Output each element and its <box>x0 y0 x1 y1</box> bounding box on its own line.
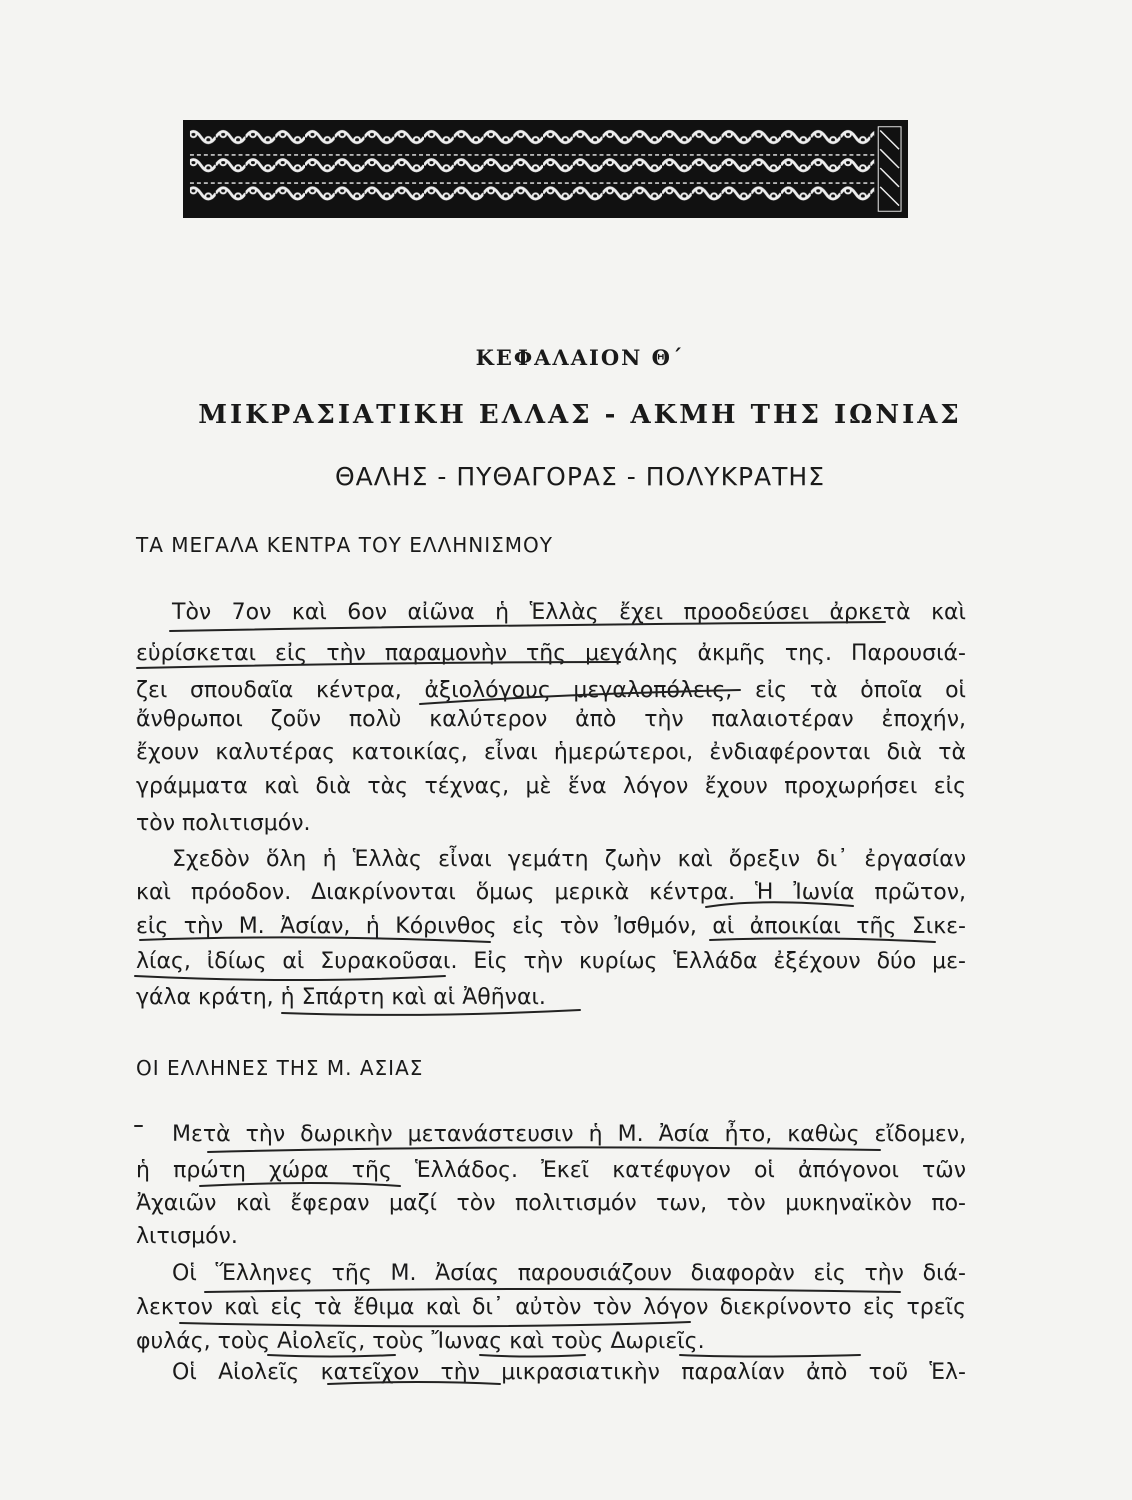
text-line: εὑρίσκεται εἰς τὴν παραμονὴν τῆς μεγάλης ἀκμῆς της. Παρουσιά- <box>136 641 966 666</box>
text-line: Ἀχαιῶν καὶ ἔφεραν μαζί τὸν πολιτισμόν των, τὸν μυκηναϊκὸν πο- <box>136 1191 966 1216</box>
text-line: Τὸν 7ον καὶ 6ον αἰῶνα ἡ Ἑλλὰς ἔχει προοδεύσει ἀρκετὰ καὶ <box>172 600 966 625</box>
text-line: λίας, ἰδίως αἱ Συρακοῦσαι. Εἰς τὴν κυρίως Ἑλλάδα ἐξέχουν δύο με- <box>136 949 966 974</box>
section-heading: ΤΑ ΜΕΓΑΛΑ ΚΕΝΤΡΑ ΤΟΥ ΕΛΛΗΝΙΣΜΟΥ <box>136 533 554 557</box>
chapter-subtitle: ΘΑΛΗΣ - ΠΥΘΑΓΟΡΑΣ - ΠΟΛΥΚΡΑΤΗΣ <box>334 462 826 491</box>
text-line: γάλα κράτη, ἡ Σπάρτη καὶ αἱ Ἀθῆναι. <box>136 985 546 1010</box>
text-line: λιτισμόν. <box>136 1224 238 1249</box>
chapter-label: ΚΕΦΑΛΑΙΟΝ Θ΄ <box>475 345 685 370</box>
text-line: Οἱ Ἕλληνες τῆς Μ. Ἀσίας παρουσιάζουν διαφορὰν εἰς τὴν διά- <box>172 1261 966 1286</box>
text-line: ἔχουν καλυτέρας κατοικίας, εἶναι ἡμερώτεροι, ἐνδιαφέρονται διὰ τὰ <box>136 740 966 765</box>
text-line: ζει σπουδαῖα κέντρα, ἀξιολόγους μεγαλοπόλεις, εἰς τὰ ὁποῖα οἱ <box>136 678 966 703</box>
text-line: εἰς τὴν Μ. Ἀσίαν, ἡ Κόρινθος εἰς τὸν Ἰσθμόν, αἱ ἀποικίαι τῆς Σικε- <box>136 914 966 939</box>
text-line: καὶ πρόοδον. Διακρίνονται ὅμως μερικὰ κέντρα. Ἡ Ἰωνία πρῶτον, <box>136 880 966 905</box>
text-line: φυλάς, τοὺς Αἰολεῖς, τοὺς Ἴωνας καὶ τοὺς Δωριεῖς. <box>136 1329 705 1354</box>
text-line: ἡ πρώτη χώρα τῆς Ἑλλάδος. Ἐκεῖ κατέφυγον οἱ ἀπόγονοι τῶν <box>136 1158 966 1183</box>
wave-pattern-icon <box>186 123 905 215</box>
text-line: λεκτον καὶ εἰς τὰ ἔθιμα καὶ δι᾽ αὐτὸν τὸν λόγον διεκρίνοντο εἰς τρεῖς <box>136 1295 966 1320</box>
text-line: Σχεδὸν ὅλη ἡ Ἑλλὰς εἶναι γεμάτη ζωὴν καὶ ὄρεξιν δι᾽ ἐργασίαν <box>172 847 966 872</box>
decorative-ornament-band <box>183 120 908 218</box>
text-line: γράμματα καὶ διὰ τὰς τέχνας, μὲ ἕνα λόγον ἔχουν προχωρήσει εἰς <box>136 774 966 799</box>
text-line: Οἱ Αἰολεῖς κατεῖχον τὴν μικρασιατικὴν παραλίαν ἀπὸ τοῦ Ἑλ- <box>172 1360 966 1385</box>
text-line: Μετὰ τὴν δωρικὴν μετανάστευσιν ἡ Μ. Ἀσία ἦτο, καθὼς εἴδομεν, <box>172 1122 966 1147</box>
text-line: ἄνθρωποι ζοῦν πολὺ καλύτερον ἀπὸ τὴν παλαιοτέραν ἐποχήν, <box>136 707 966 732</box>
chapter-title: ΜΙΚΡΑΣΙΑΤΙΚΗ ΕΛΛΑΣ - ΑΚΜΗ ΤΗΣ ΙΩΝΙΑΣ <box>198 400 962 430</box>
text-line: τὸν πολιτισμόν. <box>136 811 311 836</box>
section-heading: ΟΙ ΕΛΛΗΝΕΣ ΤΗΣ Μ. ΑΣΙΑΣ <box>136 1056 424 1080</box>
